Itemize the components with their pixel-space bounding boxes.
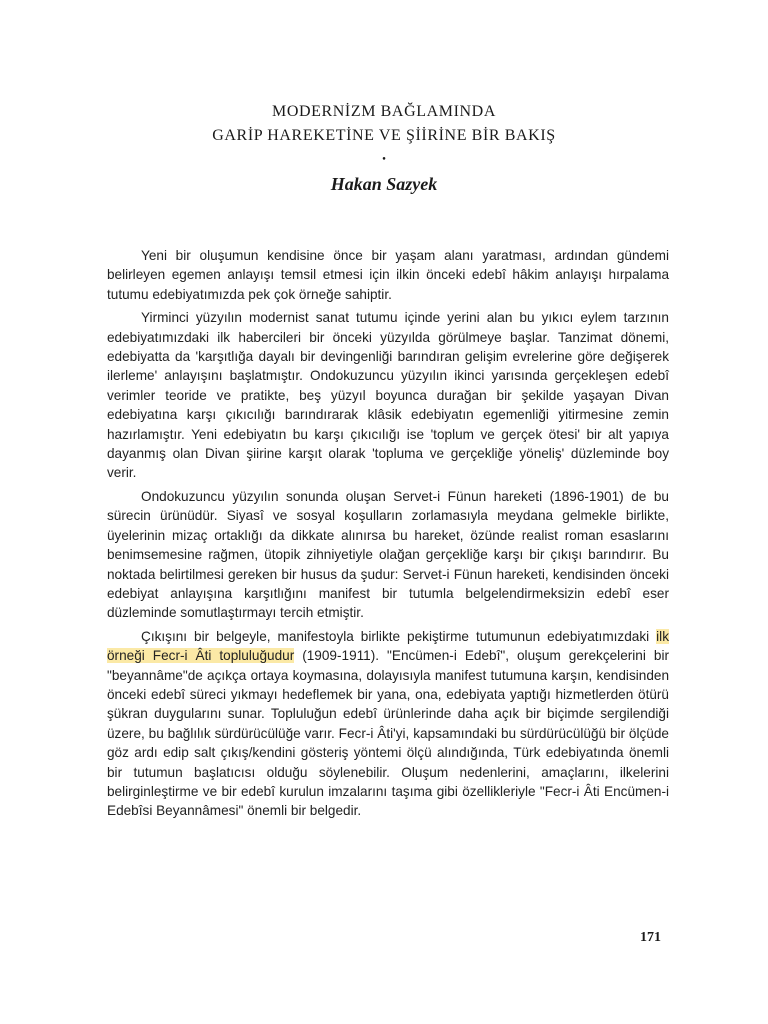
paragraph-2: Yirminci yüzyılın modernist sanat tutumu içinde yerini alan bu yıkıcı eylem tarzının edebiyatımızdaki ilk habercileri bir önceki yüzyılda görülmeye başlar. Tanzimat dönemi, edebiyatta da 'karşıtlığa dayalı bir devingenliği barındıran gelişim evrelerine göre değişerek ilerleme' anlayışını başlatmıştır. Ondokuzuncu yüzyılın ikinci yarısında gerçekleşen edebî verimler teoride ve pratikte, beş yüzyıl boyunca durağan bir şekilde yaşayan Divan edebiyatına karşı çıkıcılığı barındırarak klâsik edebiyatın egemenliği yitirmesine zemin hazırlamıştır. Yeni edebiyatın bu karşı çıkıcılığı ise 'toplum ve gerçek ötesi' bir alt yapıya dayanmış olan Divan şiirine karşıt olarak 'topluma ve gerçekliğe yöneliş' düzleminde boy verir. [107,310,669,481]
title-line-1: MODERNİZM BAĞLAMINDA [272,103,496,120]
paragraph-4-start: Çıkışını bir belgeyle, manifestoyla birlikte pekiştirme tutumunun edebiyatımızdaki [141,628,657,644]
article-body [107,246,669,825]
title-line-2: GARİP HAREKETİNE VE ŞİİRİNE BİR BAKIŞ [212,127,556,144]
title-separator-bullet: • [381,155,387,165]
author-name: Hakan Sazyek [330,174,438,194]
page-number: 171 [640,930,661,945]
highlighted-text[interactable]: ilk örneği Fecr-i Âti topluluğudur [107,628,669,664]
paragraph-1: Yeni bir oluşumun kendisine önce bir yaşam alanı yaratması, ardından gündemi belirleyen egemen anlayışı temsil etmesi için ilkin önceki edebî hâkim anlayışı hırpalama tutumu edebiyatımızda pek çok örneğe sahiptir. [107,248,669,302]
paragraph-3: Ondokuzuncu yüzyılın sonunda oluşan Servet-i Fünun hareketi (1896-1901) de bu sürecin ürünüdür. Siyasî ve sosyal koşulların zorlamasıyla meydana gelmekle birlikte, üyelerinin mizaç ortaklığı da dikkate alınırsa bu hareket, özünde realist roman esaslarını benimsemesine rağmen, ütopik zihniyetiyle olağan gerçekliğe karşı bir çıkışı barındırır. Bu noktada belirtilmesi gereken bir husus da şudur: Servet-i Fünun hareketi, kendisinden önceki edebiyat anlayışına karşıtlığını manifest bir tutumla belgelendirmeksizin edebî eser düzleminde somutlaştırmayı tercih etmiştir. [107,488,669,621]
paragraph-4 [107,627,669,821]
paragraph-4-rest: (1909-1911). "Encümen-i Edebî", oluşum gerekçelerini bir "beyannâme"de açıkça ortaya koymasına, dolayısıyla manifest tutumuna karşın, kendisinden önceki edebî süreci yıkmayı hedeflemek bir yana, ona, edebiyata yaptığı hizmetlerden ötürü şükran duygularını sunar. Topluluğun edebî ürünlerinde daha açık bir biçimde sergilendiği üzere, bu bağlılık sürdürücülüğe varır. Fecr-i Âti'yi, kapsamındaki bu sürdürücülüğü bir ölçüde göz ardı edip salt çıkış/kendini gösteriş yöntemi ölçü alındığında, Türk edebiyatında önemli bir tutumun başlatıcısı olduğu söylenebilir. Oluşum nedenlerini, amaçlarını, ilkelerini belirginleştirme ve bir edebî kurulun imzalarını taşıma gibi özellikleriyle "Fecr-i Âti Encümen-i Edebîsi Beyannâmesi" önemli bir belgedir. [107,648,669,819]
